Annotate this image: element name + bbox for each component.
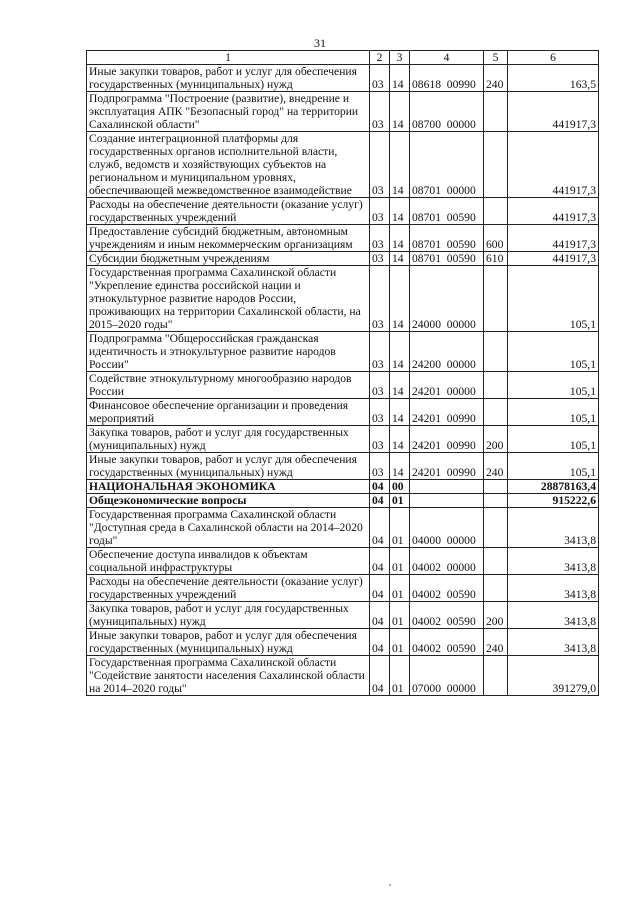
- row-section-cell: 03: [370, 198, 390, 225]
- row-target-article-cell: [410, 494, 484, 508]
- row-expense-type-cell: [484, 494, 508, 508]
- row-expense-type-cell: [484, 266, 508, 332]
- row-name-cell: Государственная программа Сахалинской области "Укрепление единства российской нации и этнокультурное развитие народов России, проживающих на территории Сахалинской области, на 2015–2020 годы": [87, 266, 370, 332]
- row-target-article-cell: 24201 00990: [410, 399, 484, 426]
- row-amount-cell: 441917,3: [508, 132, 599, 198]
- table-row: [87, 494, 599, 508]
- row-expense-type-cell: [484, 548, 508, 575]
- row-subsection-cell: 14: [390, 132, 410, 198]
- row-subsection-cell: 01: [390, 575, 410, 602]
- table-row: [87, 508, 599, 548]
- row-name-cell: Иные закупки товаров, работ и услуг для обеспечения государственных (муниципальных) нужд: [87, 629, 370, 656]
- header-col-2: 2: [370, 51, 390, 65]
- row-name-cell: Финансовое обеспечение организации и проведения мероприятий: [87, 399, 370, 426]
- row-section-cell: 03: [370, 132, 390, 198]
- row-name-cell: Субсидии бюджетным учреждениям: [87, 252, 370, 266]
- row-section-cell: 04: [370, 508, 390, 548]
- row-expense-type-cell: [484, 575, 508, 602]
- row-name-cell: Государственная программа Сахалинской области "Содействие занятости населения Сахалинской области на 2014–2020 годы": [87, 656, 370, 696]
- table-row: [87, 252, 599, 266]
- row-name-cell: Обеспечение доступа инвалидов к объектам социальной инфраструктуры: [87, 548, 370, 575]
- table-header-row: [87, 51, 599, 65]
- table-row: [87, 575, 599, 602]
- row-subsection-cell: 14: [390, 225, 410, 252]
- row-target-article-cell: 08618 00990: [410, 65, 484, 92]
- header-col-6: 6: [508, 51, 599, 65]
- row-section-cell: 04: [370, 602, 390, 629]
- row-target-article-cell: [410, 480, 484, 494]
- row-name-cell: НАЦИОНАЛЬНАЯ ЭКОНОМИКА: [87, 480, 370, 494]
- row-name-cell: Содействие этнокультурному многообразию народов России: [87, 372, 370, 399]
- table-row: [87, 629, 599, 656]
- table-row: [87, 198, 599, 225]
- row-subsection-cell: 14: [390, 65, 410, 92]
- table-row: [87, 656, 599, 696]
- row-amount-cell: 441917,3: [508, 252, 599, 266]
- row-expense-type-cell: [484, 92, 508, 132]
- row-subsection-cell: 01: [390, 629, 410, 656]
- row-name-cell: Закупка товаров, работ и услуг для государственных (муниципальных) нужд: [87, 602, 370, 629]
- row-subsection-cell: 01: [390, 548, 410, 575]
- row-target-article-cell: 08701 00590: [410, 225, 484, 252]
- row-target-article-cell: 08701 00590: [410, 198, 484, 225]
- table-row: [87, 225, 599, 252]
- row-name-cell: Иные закупки товаров, работ и услуг для обеспечения государственных (муниципальных) нужд: [87, 65, 370, 92]
- row-amount-cell: 441917,3: [508, 92, 599, 132]
- row-section-cell: 03: [370, 453, 390, 480]
- row-amount-cell: 3413,8: [508, 575, 599, 602]
- row-target-article-cell: 24201 00000: [410, 372, 484, 399]
- header-col-1: 1: [87, 51, 370, 65]
- page-number: 31: [314, 36, 326, 50]
- table-row: [87, 92, 599, 132]
- row-section-cell: 03: [370, 65, 390, 92]
- row-section-cell: 04: [370, 629, 390, 656]
- row-subsection-cell: 01: [390, 656, 410, 696]
- row-amount-cell: 105,1: [508, 453, 599, 480]
- row-target-article-cell: 04002 00000: [410, 548, 484, 575]
- budget-table: [86, 50, 599, 696]
- row-amount-cell: 3413,8: [508, 629, 599, 656]
- row-subsection-cell: 14: [390, 399, 410, 426]
- row-expense-type-cell: 600: [484, 225, 508, 252]
- row-target-article-cell: 08700 00000: [410, 92, 484, 132]
- row-target-article-cell: 08701 00000: [410, 132, 484, 198]
- row-amount-cell: 391279,0: [508, 656, 599, 696]
- row-name-cell: Общеэкономические вопросы: [87, 494, 370, 508]
- row-amount-cell: 28878163,4: [508, 480, 599, 494]
- table-row: [87, 399, 599, 426]
- row-amount-cell: 3413,8: [508, 508, 599, 548]
- row-section-cell: 03: [370, 332, 390, 372]
- row-expense-type-cell: [484, 198, 508, 225]
- row-expense-type-cell: [484, 656, 508, 696]
- row-subsection-cell: 14: [390, 426, 410, 453]
- row-section-cell: 03: [370, 92, 390, 132]
- row-name-cell: Иные закупки товаров, работ и услуг для обеспечения государственных (муниципальных) нужд: [87, 453, 370, 480]
- row-subsection-cell: 14: [390, 332, 410, 372]
- table-row: [87, 548, 599, 575]
- row-target-article-cell: 04002 00590: [410, 575, 484, 602]
- table-row: [87, 266, 599, 332]
- table-row: [87, 480, 599, 494]
- header-col-3: 3: [390, 51, 410, 65]
- row-expense-type-cell: 240: [484, 453, 508, 480]
- row-subsection-cell: 14: [390, 266, 410, 332]
- row-target-article-cell: 24201 00990: [410, 426, 484, 453]
- row-name-cell: Подпрограмма "Построение (развитие), внедрение и эксплуатация АПК "Безопасный город" на территории Сахалинской области": [87, 92, 370, 132]
- row-name-cell: Подпрограмма "Общероссийская гражданская идентичность и этнокультурное развитие народов России": [87, 332, 370, 372]
- row-subsection-cell: 01: [390, 602, 410, 629]
- row-name-cell: Закупка товаров, работ и услуг для государственных (муниципальных) нужд: [87, 426, 370, 453]
- row-expense-type-cell: [484, 132, 508, 198]
- row-expense-type-cell: [484, 508, 508, 548]
- scan-speck: [389, 884, 391, 886]
- row-target-article-cell: 08701 00590: [410, 252, 484, 266]
- table-row: [87, 132, 599, 198]
- row-amount-cell: 915222,6: [508, 494, 599, 508]
- row-name-cell: Расходы на обеспечение деятельности (оказание услуг) государственных учреждений: [87, 198, 370, 225]
- row-target-article-cell: 24200 00000: [410, 332, 484, 372]
- row-subsection-cell: 01: [390, 494, 410, 508]
- row-target-article-cell: 04002 00590: [410, 602, 484, 629]
- row-expense-type-cell: 240: [484, 629, 508, 656]
- table-row: [87, 372, 599, 399]
- row-section-cell: 03: [370, 225, 390, 252]
- row-subsection-cell: 14: [390, 92, 410, 132]
- row-subsection-cell: 14: [390, 453, 410, 480]
- row-subsection-cell: 01: [390, 508, 410, 548]
- row-expense-type-cell: 200: [484, 426, 508, 453]
- row-name-cell: Государственная программа Сахалинской области "Доступная среда в Сахалинской области на 2014–2020 годы": [87, 508, 370, 548]
- row-section-cell: 04: [370, 656, 390, 696]
- table-row: [87, 602, 599, 629]
- row-expense-type-cell: 610: [484, 252, 508, 266]
- row-section-cell: 03: [370, 252, 390, 266]
- row-section-cell: 03: [370, 426, 390, 453]
- row-amount-cell: 105,1: [508, 332, 599, 372]
- row-subsection-cell: 14: [390, 198, 410, 225]
- row-expense-type-cell: 240: [484, 65, 508, 92]
- table-row: [87, 453, 599, 480]
- row-target-article-cell: 04002 00590: [410, 629, 484, 656]
- row-amount-cell: 441917,3: [508, 225, 599, 252]
- row-expense-type-cell: [484, 480, 508, 494]
- row-subsection-cell: 14: [390, 252, 410, 266]
- row-section-cell: 04: [370, 480, 390, 494]
- row-expense-type-cell: [484, 399, 508, 426]
- row-section-cell: 04: [370, 575, 390, 602]
- row-amount-cell: 3413,8: [508, 548, 599, 575]
- row-section-cell: 04: [370, 548, 390, 575]
- row-expense-type-cell: 200: [484, 602, 508, 629]
- row-target-article-cell: 04000 00000: [410, 508, 484, 548]
- row-name-cell: Создание интеграционной платформы для государственных органов исполнительной власти, служб, ведомств и хозяйствующих субъектов на региональном и муниципальном уровнях, обеспечивающей межведомственное взаимодействие: [87, 132, 370, 198]
- table-row: [87, 65, 599, 92]
- header-col-4: 4: [410, 51, 484, 65]
- row-amount-cell: 105,1: [508, 426, 599, 453]
- row-amount-cell: 105,1: [508, 266, 599, 332]
- row-amount-cell: 3413,8: [508, 602, 599, 629]
- row-section-cell: 03: [370, 372, 390, 399]
- row-subsection-cell: 14: [390, 372, 410, 399]
- row-amount-cell: 441917,3: [508, 198, 599, 225]
- row-name-cell: Расходы на обеспечение деятельности (оказание услуг) государственных учреждений: [87, 575, 370, 602]
- row-amount-cell: 105,1: [508, 372, 599, 399]
- row-subsection-cell: 00: [390, 480, 410, 494]
- row-target-article-cell: 07000 00000: [410, 656, 484, 696]
- row-target-article-cell: 24000 00000: [410, 266, 484, 332]
- table-row: [87, 332, 599, 372]
- row-expense-type-cell: [484, 372, 508, 399]
- row-target-article-cell: 24201 00990: [410, 453, 484, 480]
- row-expense-type-cell: [484, 332, 508, 372]
- row-name-cell: Предоставление субсидий бюджетным, автономным учреждениям и иным некоммерческим организациям: [87, 225, 370, 252]
- row-section-cell: 03: [370, 399, 390, 426]
- row-section-cell: 04: [370, 494, 390, 508]
- row-amount-cell: 163,5: [508, 65, 599, 92]
- row-section-cell: 03: [370, 266, 390, 332]
- header-col-5: 5: [484, 51, 508, 65]
- table-row: [87, 426, 599, 453]
- row-amount-cell: 105,1: [508, 399, 599, 426]
